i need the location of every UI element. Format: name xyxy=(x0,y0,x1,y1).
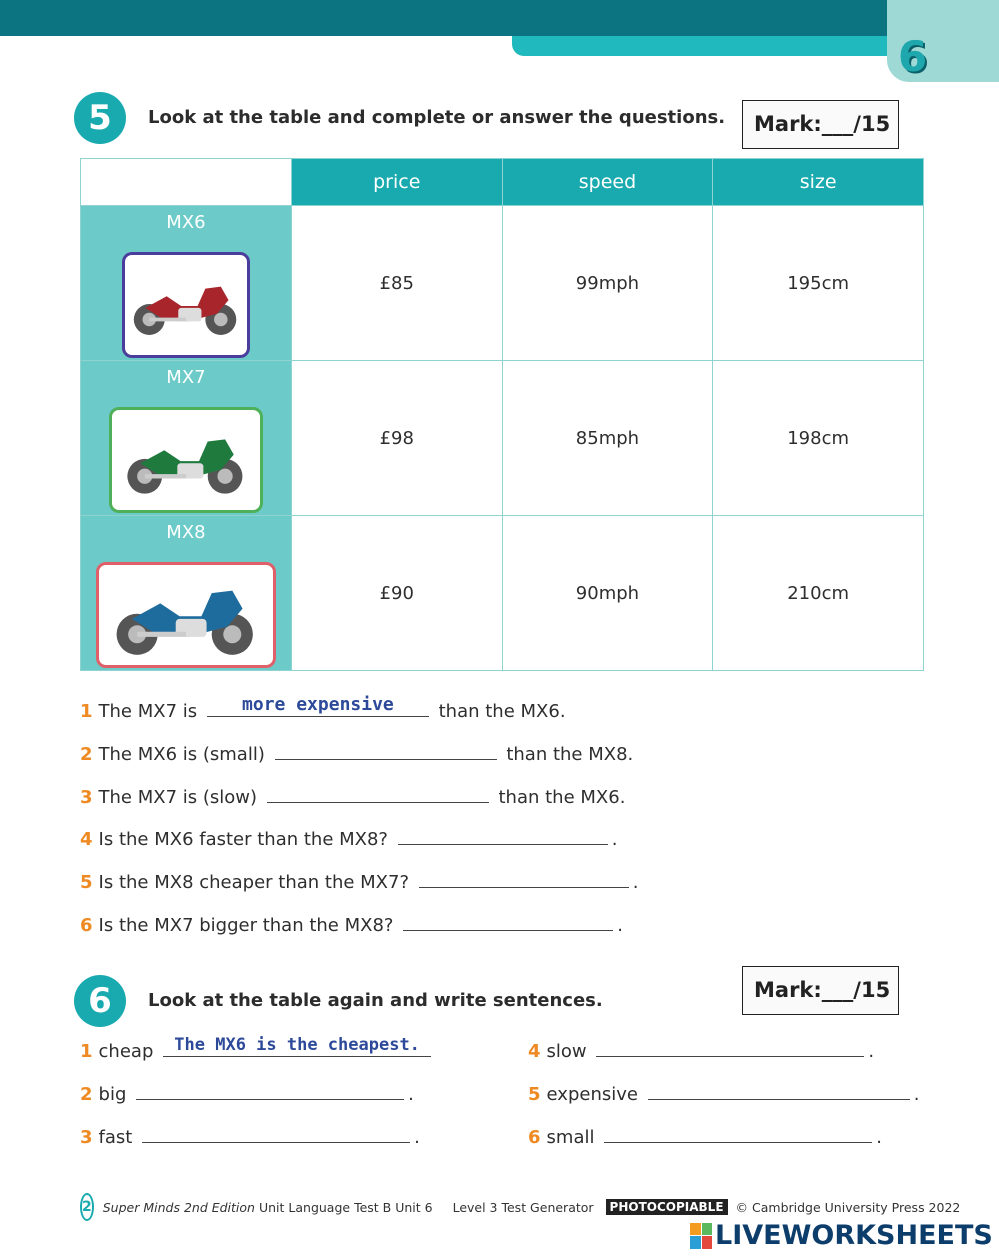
answer-field[interactable] xyxy=(604,1125,872,1143)
item-word: small xyxy=(546,1127,595,1148)
motorbike-icon xyxy=(101,570,271,660)
item-end: . xyxy=(408,1084,414,1105)
question-text: Is the MX8 cheaper than the MX7? xyxy=(98,872,410,893)
handwritten-answer: more expensive xyxy=(242,694,394,715)
model-name: MX6 xyxy=(166,212,206,233)
question-6 xyxy=(80,913,623,936)
question-number: 5 xyxy=(80,872,93,893)
motorbike-image-frame xyxy=(109,407,263,513)
sentence-item-6 xyxy=(528,1125,882,1148)
model-name: MX8 xyxy=(166,522,206,543)
page-number: 2 xyxy=(80,1193,94,1221)
answer-field[interactable] xyxy=(163,1035,431,1057)
answer-field[interactable] xyxy=(275,742,497,760)
motorbike-image-frame xyxy=(96,562,276,668)
exercise-6-mark-box: Mark:___/15 xyxy=(742,966,899,1015)
table-row-mx6 xyxy=(81,206,924,361)
item-end: . xyxy=(876,1127,882,1148)
question-text: Is the MX6 faster than the MX8? xyxy=(98,829,388,850)
answer-field[interactable] xyxy=(596,1039,864,1057)
handwritten-answer: The MX6 is the cheapest. xyxy=(174,1035,420,1055)
exercise-5-number: 5 xyxy=(74,92,126,144)
question-text-end: . xyxy=(632,872,639,893)
question-number: 2 xyxy=(80,744,93,765)
question-3 xyxy=(80,785,625,808)
column-header-price: price xyxy=(291,159,502,206)
answer-field[interactable] xyxy=(207,694,429,717)
unit-number: 6 xyxy=(898,32,928,81)
model-cell-mx6 xyxy=(81,206,292,361)
motorbike-icon xyxy=(128,270,244,340)
table-row-mx7 xyxy=(81,361,924,516)
item-word: cheap xyxy=(98,1041,154,1062)
question-text: The MX7 is xyxy=(98,701,198,722)
item-number: 1 xyxy=(80,1041,93,1062)
column-header-speed: speed xyxy=(502,159,713,206)
price-mx8: £90 xyxy=(291,516,502,671)
table-row-mx8 xyxy=(81,516,924,671)
question-text: The MX7 is (slow) xyxy=(98,787,258,808)
question-5 xyxy=(80,870,639,893)
motorbike-table xyxy=(80,158,924,671)
question-text-end: than the MX6. xyxy=(498,787,626,808)
item-end: . xyxy=(913,1084,920,1105)
question-number: 1 xyxy=(80,701,93,722)
item-end: . xyxy=(868,1041,875,1062)
table-header-row xyxy=(81,159,924,206)
exercise-5-mark-box: Mark:___/15 xyxy=(742,100,899,149)
question-2 xyxy=(80,742,633,765)
speed-mx8: 90mph xyxy=(502,516,713,671)
answer-field[interactable] xyxy=(648,1082,910,1100)
sentence-item-3 xyxy=(80,1125,420,1148)
sentence-item-2 xyxy=(80,1082,414,1105)
generator-name: Level 3 Test Generator xyxy=(452,1199,594,1215)
model-name: MX7 xyxy=(166,367,206,388)
question-text: Is the MX7 bigger than the MX8? xyxy=(98,915,394,936)
item-number: 3 xyxy=(80,1127,93,1148)
question-text-end: . xyxy=(611,829,618,850)
header-bar xyxy=(0,0,888,36)
item-end: . xyxy=(414,1127,420,1148)
model-cell-mx7 xyxy=(81,361,292,516)
book-title: Super Minds 2nd Edition xyxy=(102,1199,255,1215)
item-word: slow xyxy=(546,1041,587,1062)
sentence-item-4 xyxy=(528,1039,874,1062)
question-number: 4 xyxy=(80,829,93,850)
answer-field[interactable] xyxy=(136,1082,404,1100)
motorbike-icon xyxy=(116,422,256,498)
answer-field[interactable] xyxy=(419,870,629,888)
price-mx7: £98 xyxy=(291,361,502,516)
size-mx8: 210cm xyxy=(713,516,924,671)
answer-field[interactable] xyxy=(267,785,489,803)
header-accent-bar xyxy=(512,36,902,56)
motorbike-image-frame xyxy=(122,252,250,358)
item-number: 2 xyxy=(80,1084,93,1105)
model-cell-mx8 xyxy=(81,516,292,671)
exercise-6-instruction: Look at the table again and write sentences. xyxy=(148,990,603,1011)
price-mx6: £85 xyxy=(291,206,502,361)
column-header-size: size xyxy=(713,159,924,206)
question-number: 3 xyxy=(80,787,93,808)
copyright: © Cambridge University Press 2022 xyxy=(735,1199,961,1215)
liveworksheets-text: LIVEWORKSHEETS xyxy=(715,1220,993,1251)
speed-mx6: 99mph xyxy=(502,206,713,361)
liveworksheets-icon xyxy=(690,1223,712,1249)
liveworksheets-logo xyxy=(690,1220,993,1251)
item-word: expensive xyxy=(546,1084,638,1105)
question-4 xyxy=(80,827,617,850)
size-mx6: 195cm xyxy=(713,206,924,361)
exercise-5-instruction: Look at the table and complete or answer the questions. xyxy=(148,107,726,128)
item-number: 5 xyxy=(528,1084,541,1105)
speed-mx7: 85mph xyxy=(502,361,713,516)
sentence-item-1 xyxy=(80,1035,435,1062)
item-number: 6 xyxy=(528,1127,541,1148)
answer-field[interactable] xyxy=(403,913,613,931)
test-name: Unit Language Test B Unit 6 xyxy=(258,1199,433,1215)
footer xyxy=(80,1192,961,1222)
exercise-6-number: 6 xyxy=(74,975,126,1027)
question-number: 6 xyxy=(80,915,93,936)
table-corner-cell xyxy=(81,159,292,206)
item-number: 4 xyxy=(528,1041,541,1062)
photocopiable-badge: PHOTOCOPIABLE xyxy=(606,1199,728,1215)
answer-field[interactable] xyxy=(142,1125,410,1143)
sentence-item-5 xyxy=(528,1082,919,1105)
size-mx7: 198cm xyxy=(713,361,924,516)
question-text-end: . xyxy=(617,915,623,936)
item-word: fast xyxy=(98,1127,133,1148)
answer-field[interactable] xyxy=(398,827,608,845)
question-1 xyxy=(80,694,566,722)
item-word: big xyxy=(98,1084,127,1105)
question-text-end: than the MX8. xyxy=(506,744,634,765)
question-text: The MX6 is (small) xyxy=(98,744,265,765)
question-text-end: than the MX6. xyxy=(438,701,566,722)
